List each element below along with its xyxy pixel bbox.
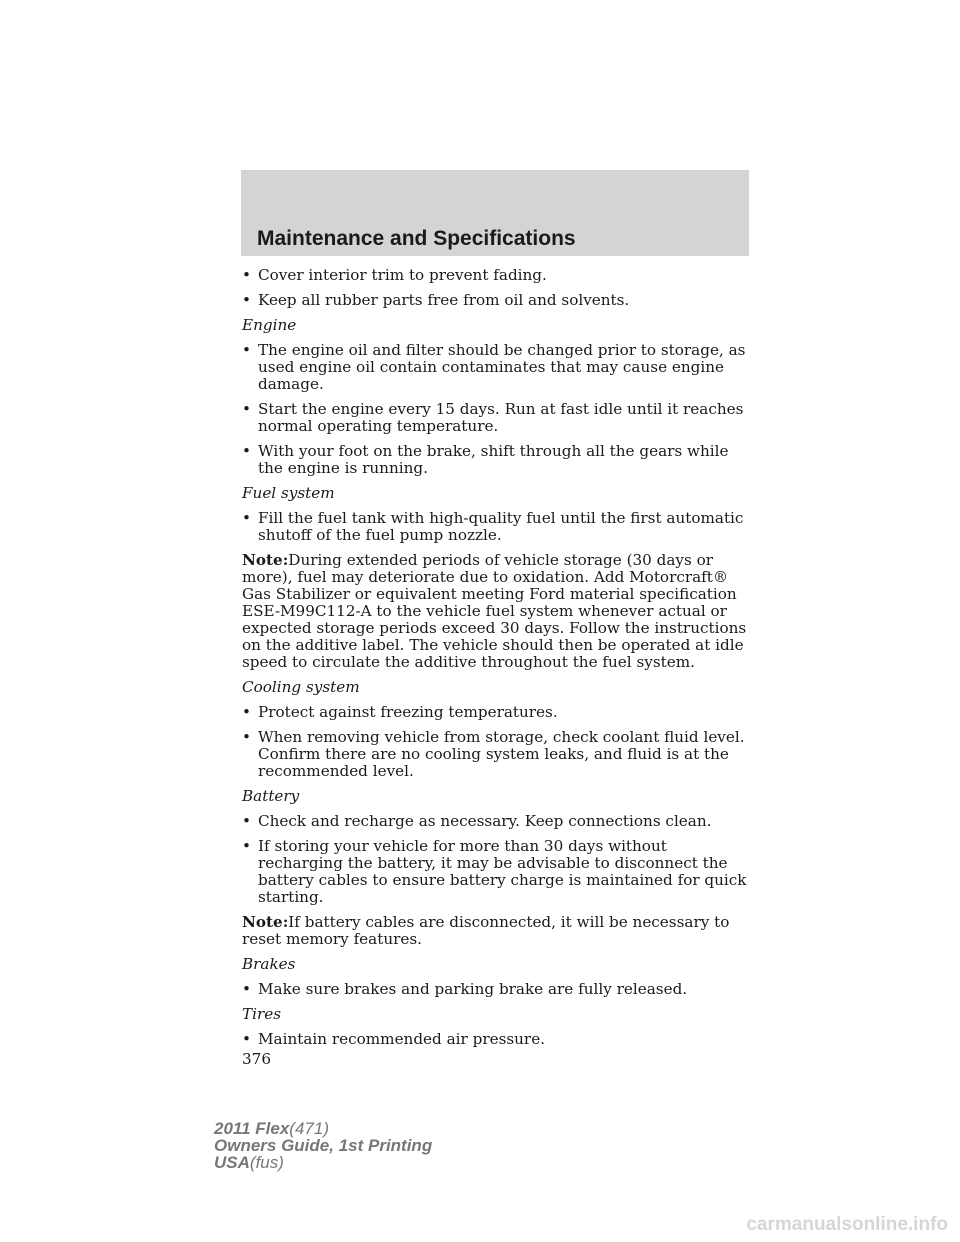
footer-guide: Owners Guide, 1st Printing — [214, 1136, 433, 1155]
note-label: Note: — [242, 913, 289, 931]
list-item-text: When removing vehicle from storage, check coolant fluid level. Confirm there are no cooling system leaks, and fluid is at the recommended level. — [258, 728, 745, 780]
list-item-text: Make sure brakes and parking brake are fully released. — [258, 980, 688, 998]
site-watermark: carmanualsonline.info — [746, 1214, 948, 1235]
note-label: Note: — [242, 551, 289, 569]
bullet-icon: • — [242, 728, 251, 746]
bullet-icon: • — [242, 400, 251, 418]
subsection-heading-battery: Battery — [242, 787, 300, 805]
list-item-text: With your foot on the brake, shift through all the gears while the engine is running. — [258, 442, 729, 477]
note-text: If battery cables are disconnected, it will be necessary to reset memory features. — [242, 913, 730, 948]
bullet-icon: • — [242, 341, 251, 359]
footer-model: 2011 Flex — [214, 1119, 290, 1138]
bullet-icon: • — [242, 980, 251, 998]
footer-line-guide — [214, 1137, 432, 1154]
page-number: 376 — [242, 1050, 271, 1068]
print-footer — [214, 1120, 432, 1171]
bullet-icon: • — [242, 266, 251, 284]
subsection-heading-cooling-system: Cooling system — [242, 678, 360, 696]
bullet-icon: • — [242, 509, 251, 527]
bullet-icon: • — [242, 291, 251, 309]
list-item-text: Fill the fuel tank with high-quality fuel until the first automatic shutoff of the fuel pump nozzle. — [258, 509, 744, 544]
subsection-heading-tires: Tires — [242, 1005, 282, 1023]
note-paragraph — [242, 914, 754, 948]
page-body — [242, 267, 754, 1068]
list-item — [242, 838, 754, 906]
list-item — [242, 401, 754, 435]
list-item-text: The engine oil and filter should be changed prior to storage, as used engine oil contain contaminates that may cause engine damage. — [258, 341, 746, 393]
subsection-heading-brakes: Brakes — [242, 955, 296, 973]
list-item — [242, 813, 754, 830]
note-text: During extended periods of vehicle storage (30 days or more), fuel may deteriorate due to oxidation. Add Motorcraft® Gas Stabilizer or equivalent meeting Ford material specification ESE-M99C112-A to the vehicle fuel system whenever actual or expected storage periods exceed 30 days. Follow the instructions on the additive label. The vehicle should then be operated at idle speed to circulate the additive throughout the fuel system. — [242, 551, 747, 671]
footer-market: USA — [214, 1153, 250, 1172]
subsection-heading-engine: Engine — [242, 316, 297, 334]
list-item-text: If storing your vehicle for more than 30 days without recharging the battery, it may be advisable to disconnect the battery cables to ensure battery charge is maintained for quick starting. — [258, 837, 747, 906]
list-item-text: Start the engine every 15 days. Run at fast idle until it reaches normal operating temperature. — [258, 400, 744, 435]
list-item — [242, 510, 754, 544]
list-item — [242, 704, 754, 721]
footer-line-market — [214, 1154, 432, 1171]
list-item — [242, 1031, 754, 1048]
list-item-text: Protect against freezing temperatures. — [258, 703, 558, 721]
list-item — [242, 729, 754, 780]
list-item — [242, 443, 754, 477]
bullet-icon: • — [242, 837, 251, 855]
section-title: Maintenance and Specifications — [257, 227, 576, 250]
list-item — [242, 981, 754, 998]
note-paragraph — [242, 552, 754, 671]
bullet-icon: • — [242, 1030, 251, 1048]
subsection-heading-fuel-system: Fuel system — [242, 484, 335, 502]
bullet-icon: • — [242, 703, 251, 721]
list-item-text: Cover interior trim to prevent fading. — [258, 266, 547, 284]
footer-market-code: (fus) — [249, 1153, 284, 1172]
list-item — [242, 267, 754, 284]
list-item-text: Maintain recommended air pressure. — [258, 1030, 546, 1048]
list-item-text: Keep all rubber parts free from oil and solvents. — [258, 291, 630, 309]
list-item-text: Check and recharge as necessary. Keep connections clean. — [258, 812, 712, 830]
list-item — [242, 342, 754, 393]
footer-model-code: (471) — [289, 1119, 329, 1138]
bullet-icon: • — [242, 812, 251, 830]
list-item — [242, 292, 754, 309]
footer-line-model — [214, 1120, 432, 1137]
section-header-band — [241, 170, 749, 256]
bullet-icon: • — [242, 442, 251, 460]
